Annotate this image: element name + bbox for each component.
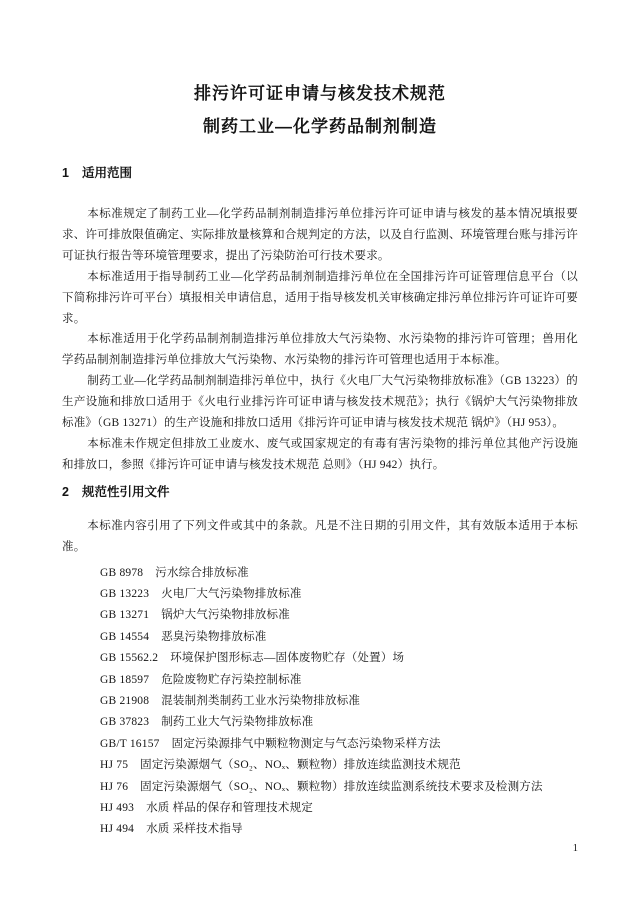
reference-item [100, 755, 578, 776]
reference-list [62, 563, 578, 841]
section-1-paragraph: 制药工业—化学药品制剂制造排污单位中，执行《火电厂大气污染物排放标准》（GB 13223）的生产设施和排放口适用于《火电行业排污许可证申请与核发技术规范》；执行《锅炉大气污染物排放标准》（GB 13271）的生产设施和排放口适用《排污许可证申请与核发技术规范 锅炉》（HJ 953）。 [62, 375, 578, 430]
reference-title: 水质 采样技术指导 [146, 823, 243, 836]
document-title-line2: 制药工业—化学药品制剂制造 [203, 117, 437, 136]
reference-title: 固定污染源排气中颗粒物测定与气态污染物采样方法 [171, 737, 441, 750]
reference-code: GB 14554 [100, 630, 150, 643]
document-title-line1: 排污许可证申请与核发技术规范 [194, 84, 446, 103]
reference-code: HJ 75 [100, 759, 129, 772]
reference-title: 水质 样品的保存和管理技术规定 [146, 802, 313, 815]
section-1-number: 1 [62, 166, 69, 180]
section-1-heading [62, 166, 578, 181]
section-2-number: 2 [62, 484, 69, 499]
reference-item [100, 605, 578, 626]
section-1-paragraph: 本标准适用于化学药品制剂制造排污单位排放大气污染物、水污染物的排污许可管理；兽用化学药品制剂制造排污单位排放大气污染物、水污染物的排污许可管理也适用于本标准。 [62, 333, 578, 367]
reference-item [100, 584, 578, 605]
reference-title: 恶臭污染物排放标准 [161, 630, 267, 643]
reference-code: GB 37823 [100, 716, 150, 729]
reference-code: GB 21908 [100, 695, 150, 708]
reference-code: GB 18597 [100, 673, 150, 686]
reference-title: 制药工业大气污染物排放标准 [161, 716, 314, 729]
reference-code: HJ 493 [100, 802, 135, 815]
section-1-paragraph: 本标准规定了制药工业—化学药品制剂制造排污单位排污许可证申请与核发的基本情况填报要求、许可排放限值确定、实际排放量核算和合规判定的方法，以及自行监测、环境管理台账与排污许可证执行报告等环境管理要求，提出了污染防治可行技术要求。 [62, 208, 578, 262]
reference-title: 火电厂大气污染物排放标准 [161, 588, 302, 600]
section-2-heading [62, 485, 578, 500]
section-1-paragraph: 本标准适用于指导制药工业—化学药品制剂制造排污单位在全国排污许可证管理信息平台（以下简称排污许可平台）填报相关申请信息，适用于指导核发机关审核确定排污单位排污许可证许可要求。 [62, 270, 578, 325]
reference-code: GB 8978 [100, 566, 144, 579]
reference-item [100, 648, 578, 669]
reference-code: GB 15562.2 [100, 652, 159, 665]
section-1-title: 适用范围 [81, 166, 132, 180]
reference-code: HJ 494 [100, 823, 135, 836]
reference-item [100, 563, 578, 584]
reference-item [100, 777, 578, 798]
section-1-paragraph: 本标准未作规定但排放工业废水、废气或国家规定的有毒有害污染物的排污单位其他产污设施和排放口，参照《排污许可证申请与核发技术规范 总则》（HJ 942）执行。 [62, 437, 578, 471]
reference-item [100, 691, 578, 712]
reference-title: 危险废物贮存污染控制标准 [161, 673, 302, 686]
reference-item [100, 734, 578, 755]
reference-title: 固定污染源烟气（SO₂、NOₓ、颗粒物）排放连续监测技术规范 [140, 759, 461, 772]
reference-title: 污水综合排放标准 [155, 566, 249, 579]
page-number: 1 [572, 843, 578, 854]
reference-item [100, 670, 578, 691]
reference-title: 锅炉大气污染物排放标准 [161, 609, 290, 622]
reference-code: GB/T 16157 [100, 737, 160, 750]
reference-title: 混装制剂类制药工业水污染物排放标准 [161, 695, 361, 708]
reference-title: 固定污染源烟气（SO₂、NOₓ、颗粒物）排放连续监测系统技术要求及检测方法 [140, 780, 543, 793]
reference-item [100, 798, 578, 819]
reference-item [100, 712, 578, 733]
reference-title: 环境保护图形标志—固体废物贮存（处置）场 [170, 652, 405, 665]
section-2-title: 规范性引用文件 [81, 484, 170, 499]
reference-code: HJ 76 [100, 780, 129, 793]
reference-item [100, 819, 578, 840]
reference-item [100, 627, 578, 648]
reference-code: GB 13271 [100, 609, 150, 622]
section-2-intro-paragraph: 本标准内容引用了下列文件或其中的条款。凡是不注日期的引用文件，其有效版本适用于本标准。 [62, 519, 578, 553]
reference-code: GB 13223 [100, 588, 150, 600]
